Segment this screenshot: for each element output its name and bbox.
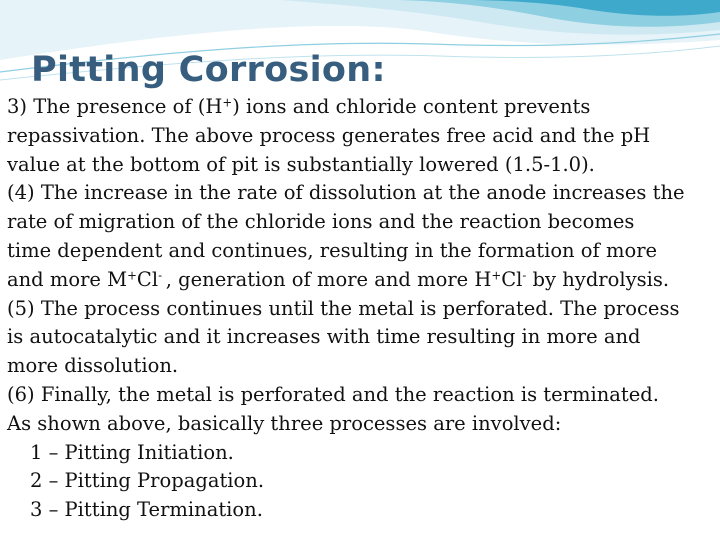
body-line: is autocatalytic and it increases with time resulting in more and [7, 325, 641, 349]
line-text: ) ions and chloride content prevents [232, 95, 591, 118]
body-line: As shown above, basically three processes are involved: [7, 411, 562, 435]
body-line: time dependent and continues, resulting in the formation of more [7, 238, 658, 262]
body-line [7, 93, 715, 122]
superscript-minus: - [522, 268, 527, 283]
superscript-plus: + [222, 95, 233, 110]
list-item-initiation: 1 – Pitting Initiation. [30, 440, 234, 464]
line-text: 3) The presence of (H [7, 95, 223, 118]
list-item-termination: 3 – Pitting Termination. [30, 498, 263, 522]
body-line: (6) Finally, the metal is perforated and the reaction is terminated. [7, 382, 659, 406]
body-line: value at the bottom of pit is substantially lowered (1.5-1.0). [7, 152, 595, 176]
superscript-plus: + [491, 268, 502, 283]
line-text: by hydrolysis. [526, 267, 670, 291]
list-item-propagation: 2 – Pitting Propagation. [30, 469, 265, 493]
line-text: Cl [136, 267, 159, 291]
body-line: repassivation. The above process generates free acid and the pH [7, 123, 651, 147]
superscript-plus: + [127, 268, 137, 283]
superscript-minus: - [158, 268, 166, 283]
body-line: (5) The process continues until the metal is perforated. The process [7, 296, 680, 320]
body-line: rate of migration of the chloride ions and the reaction becomes [7, 210, 635, 234]
line-text: and more M [7, 267, 128, 291]
slide-title: Pitting Corrosion: [31, 50, 386, 90]
line-text: Cl [501, 267, 523, 291]
line-text: , generation of more and more H [165, 267, 492, 291]
body-line: more dissolution. [7, 354, 179, 378]
slide-body [7, 93, 715, 525]
body-line: (4) The increase in the rate of dissolution at the anode increases the [7, 181, 685, 205]
body-line [7, 266, 715, 295]
